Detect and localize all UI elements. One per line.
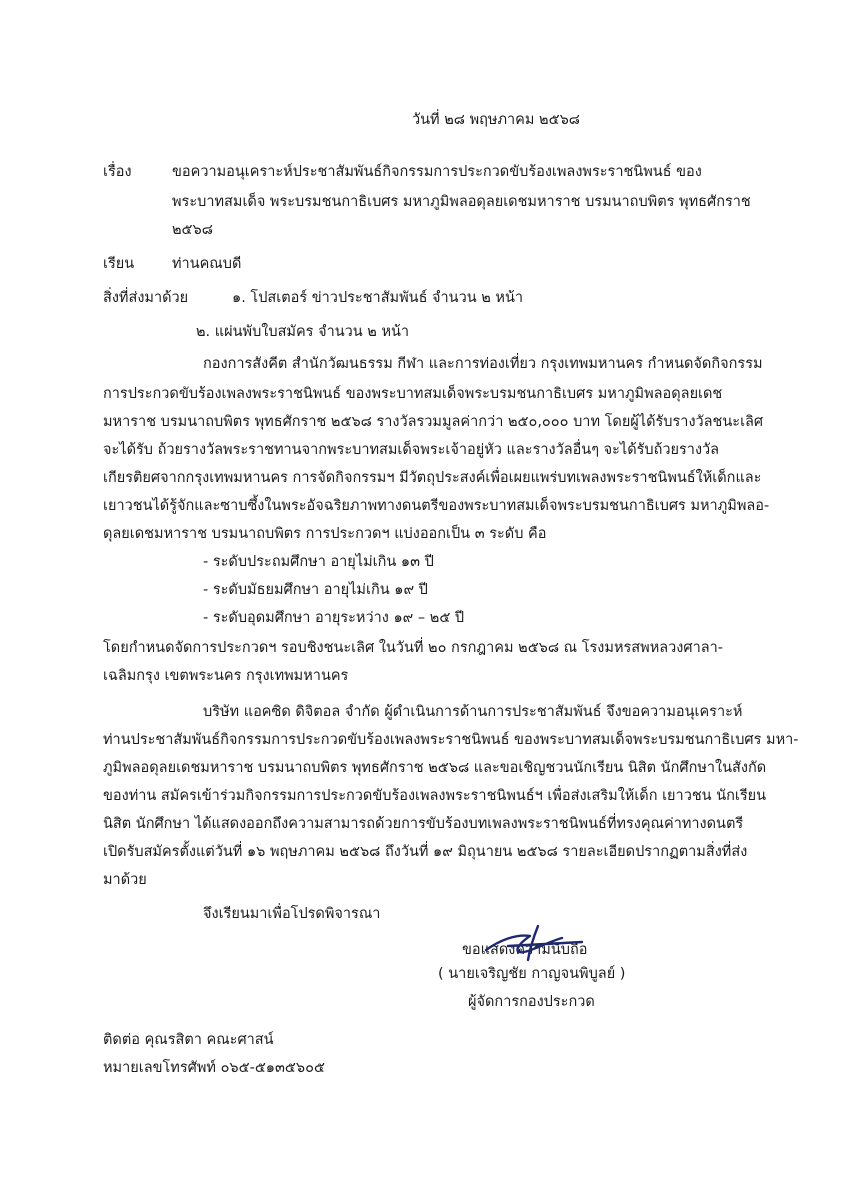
signoff-regards: ขอแสดงความนับถือ bbox=[462, 942, 588, 958]
paragraph1-line-2: การประกวดขับร้องเพลงพระราชนิพนธ์ ของพระบาทสมเด็จพระบรมชนกาธิเบศร มหาภูมิพลอดุลยเดช bbox=[103, 386, 723, 402]
letter-date: วันที่ ๒๘ พฤษภาคม ๒๕๖๘ bbox=[412, 112, 580, 128]
paragraph1-line-5: เกียรติยศจากกรุงเทพมหานคร การจัดกิจกรรมฯ มีวัตถุประสงค์เพื่อเผยแพร่บทเพลงพระราชนิพนธ์ให้เด็กและ bbox=[103, 470, 762, 486]
closing-request: จึงเรียนมาเพื่อโปรดพิจารณา bbox=[203, 906, 381, 922]
paragraph2-line-4: ของท่าน สมัครเข้าร่วมกิจกรรมการประกวดขับร้องเพลงพระราชนิพนธ์ฯ เพื่อส่งเสริมให้เด็ก เยาวชน นักเรียน bbox=[103, 788, 767, 804]
level-primary: - ระดับประถมศึกษา อายุไม่เกิน ๑๓ ปี bbox=[203, 554, 434, 570]
contact-person: ติดต่อ คุณรสิตา คณะศาสน์ bbox=[103, 1032, 274, 1048]
paragraph1-line-4: จะได้รับ ถ้วยรางวัลพระราชทานจากพระบาทสมเด็จพระเจ้าอยู่หัว และรางวัลอื่นๆ จะได้รับถ้วยรางวัล bbox=[103, 442, 720, 458]
enclosures-label: สิ่งที่ส่งมาด้วย bbox=[103, 290, 189, 306]
salutation-recipient: ท่านคณบดี bbox=[172, 256, 242, 272]
paragraph2-line-2: ท่านประชาสัมพันธ์กิจกรรมการประกวดขับร้องเพลงพระราชนิพนธ์ ของพระบาทสมเด็จพระบรมชนกาธิเบศร มหา- bbox=[103, 732, 799, 748]
signer-position: ผู้จัดการกองประกวด bbox=[468, 994, 595, 1010]
signature-stroke bbox=[486, 926, 582, 960]
signature-image bbox=[478, 922, 588, 962]
contact-phone: หมายเลขโทรศัพท์ ๐๖๕-๕๑๓๕๖๐๕ bbox=[103, 1060, 325, 1076]
level-secondary: - ระดับมัธยมศึกษา อายุไม่เกิน ๑๙ ปี bbox=[203, 582, 428, 598]
paragraph2-line-3: ภูมิพลอดุลยเดชมหาราช บรมนาถบพิตร พุทธศักราช ๒๕๖๘ และขอเชิญชวนนักเรียน นิสิต นักศึกษาในสังกัด bbox=[103, 760, 767, 776]
paragraph2-line-1: บริษัท แอคซิด ดิจิตอล จำกัด ผู้ดำเนินการด้านการประชาสัมพันธ์ จึงขอความอนุเคราะห์ bbox=[203, 704, 743, 720]
subject-label: เรื่อง bbox=[103, 164, 132, 180]
level-tertiary: - ระดับอุดมศึกษา อายุระหว่าง ๑๙ – ๒๕ ปี bbox=[203, 610, 465, 626]
paragraph1-end-line-2: เฉลิมกรุง เขตพระนคร กรุงเทพมหานคร bbox=[103, 668, 349, 684]
paragraph1-line-1: กองการสังคีต สำนักวัฒนธรรม กีฬา และการท่องเที่ยว กรุงเทพมหานคร กำหนดจัดกิจกรรม bbox=[203, 356, 763, 372]
paragraph2-line-6: เปิดรับสมัครตั้งแต่วันที่ ๑๖ พฤษภาคม ๒๕๖๘ ถึงวันที่ ๑๙ มิถุนายน ๒๕๖๘ รายละเอียดปรากฏตามสิ่งที่ส่ง bbox=[103, 844, 748, 860]
paragraph1-line-6: เยาวชนได้รู้จักและซาบซึ้งในพระอัจฉริยภาพทางดนตรีของพระบาทสมเด็จพระบรมชนกาธิเบศร มหาภูมิพลอ- bbox=[103, 498, 770, 514]
salutation-label: เรียน bbox=[103, 256, 135, 272]
enclosure-item-2: ๒. แผ่นพับใบสมัคร จำนวน ๒ หน้า bbox=[196, 324, 410, 340]
paragraph2-line-5: นิสิต นักศึกษา ได้แสดงออกถึงความสามารถด้วยการขับร้องบทเพลงพระราชนิพนธ์ที่ทรงคุณค่าทางดนตรี bbox=[103, 816, 744, 832]
paragraph1-line-7: ดุลยเดชมหาราช บรมนาถบพิตร การประกวดฯ แบ่งออกเป็น ๓ ระดับ คือ bbox=[103, 526, 547, 542]
paragraph2-line-7: มาด้วย bbox=[103, 872, 147, 888]
enclosure-item-1: ๑. โปสเตอร์ ข่าวประชาสัมพันธ์ จำนวน ๒ หน้า bbox=[232, 290, 524, 306]
subject-line-1: ขอความอนุเคราะห์ประชาสัมพันธ์กิจกรรมการประกวดขับร้องเพลงพระราชนิพนธ์ ของ bbox=[172, 164, 702, 180]
subject-line-3: ๒๕๖๘ bbox=[172, 222, 213, 238]
paragraph1-end-line-1: โดยกำหนดจัดการประกวดฯ รอบชิงชนะเลิศ ในวันที่ ๒๐ กรกฎาคม ๒๕๖๘ ณ โรงมหรสพหลวงศาลา- bbox=[103, 640, 723, 656]
signer-name: ( นายเจริญชัย กาญจนพิบูลย์ ) bbox=[438, 966, 626, 982]
paragraph1-line-3: มหาราช บรมนาถบพิตร พุทธศักราช ๒๕๖๘ รางวัลรวมมูลค่ากว่า ๒๕๐,๐๐๐ บาท โดยผู้ได้รับรางวัลชนะเลิศ bbox=[103, 414, 764, 430]
subject-line-2: พระบาทสมเด็จ พระบรมชนกาธิเบศร มหาภูมิพลอดุลยเดชมหาราช บรมนาถบพิตร พุทธศักราช bbox=[172, 194, 751, 210]
